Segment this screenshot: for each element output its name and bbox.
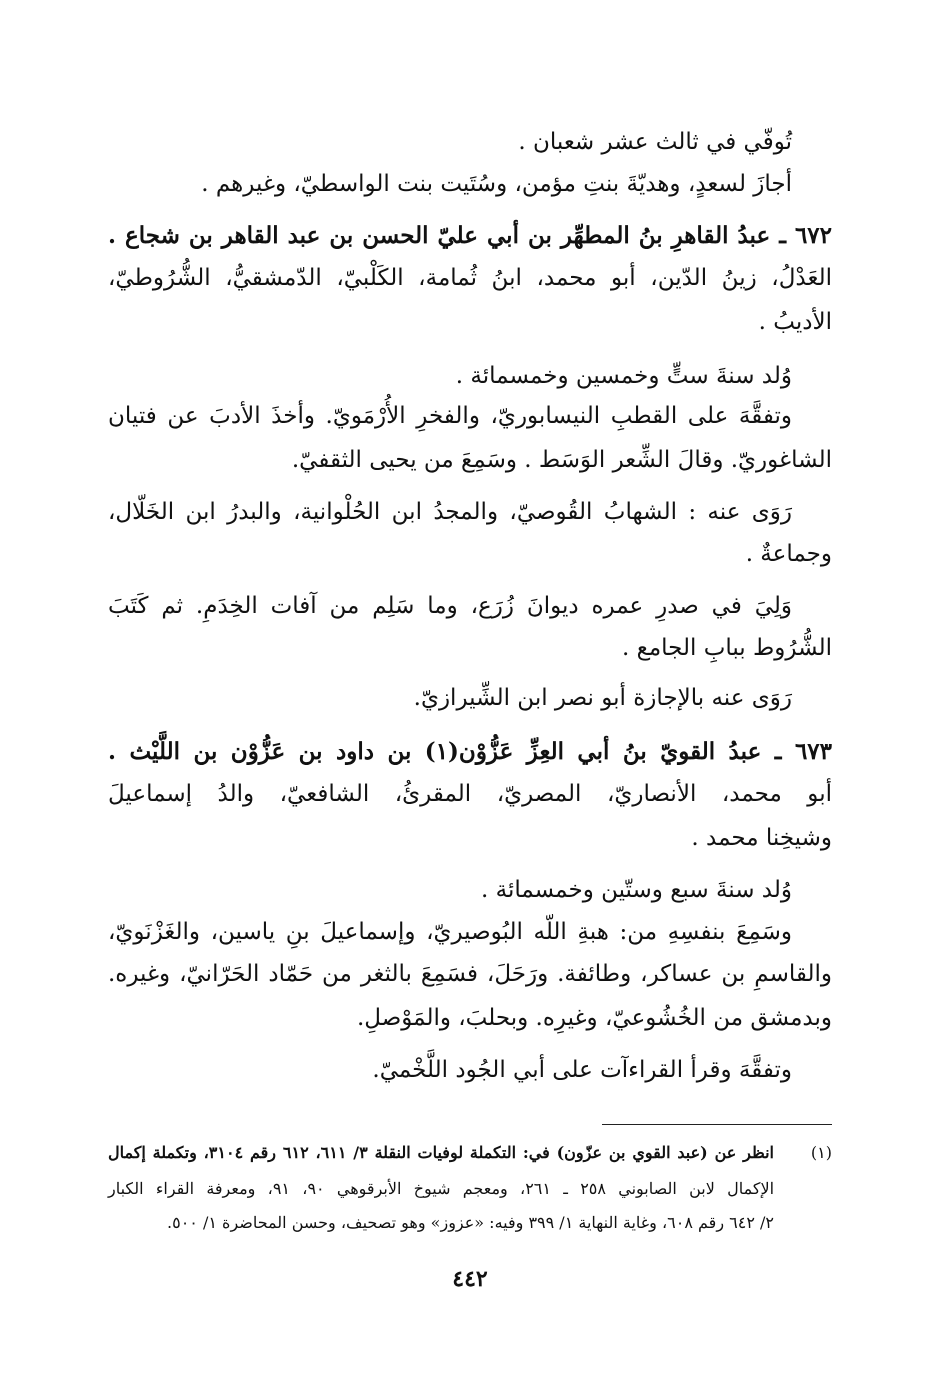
text-line: وجماعةٌ .: [745, 541, 832, 567]
text-line: وُلد سنةَ ستٍّ وخمسين وخمسمائة .: [455, 363, 792, 389]
text-line: الأديبُ .: [758, 309, 832, 335]
footnote-line: ٢/ ٦٤٢ رقم ٦٠٨، وغاية النهاية ١/ ٣٩٩ وفيه: «عزوز» وهو تصحيف، وحسن المحاضرة ١/ ٥٠٠.: [167, 1213, 774, 1232]
text-line: وسَمِعَ بنفسِهِ من: هبةِ اللّه البُوصيريّ، وإسماعيلَ بنِ ياسين، والغَزْنَويّ،: [108, 919, 792, 945]
footnote-separator: [602, 1124, 832, 1125]
text-line: وتفقَّهَ وقرأ القراءآت على أبي الجُود اللَّخْميّ.: [372, 1057, 792, 1083]
text-line: والقاسمِ بن عساكر، وطائفة. ورَحَلَ، فسَمِعَ بالثغر من حَمّاد الحَرّانيّ، وغيره.: [108, 961, 832, 987]
text-line: رَوَى عنه : الشهابُ القُوصيّ، والمجدُ ابن الحُلْوانية، والبدرُ ابن الخَلّال،: [108, 499, 792, 525]
text-line: أبو محمد، الأنصاريّ، المصريّ، المقرئُ، الشافعيّ، والدُ إسماعيلَ: [108, 781, 832, 807]
text-line: العَدْلُ، زينُ الدّين، أبو محمد، ابنُ ثُمامة، الكَلْبيّ، الدّمشقيُّ، الشُّرُوطيّ،: [108, 265, 832, 291]
text-line: الشُّرُوط ببابِ الجامع .: [621, 635, 832, 661]
text-line: وبدمشق من الخُشُوعيّ، وغيرِه. وبحلبَ، والمَوْصلِ.: [357, 1005, 832, 1031]
text-line: وُلد سنةَ سبع وستّين وخمسمائة .: [481, 877, 792, 903]
text-line: أجازَ لسعدٍ، وهديّةَ بنتِ مؤمن، وسُتَيت بنت الواسطيّ، وغيرهم .: [201, 171, 792, 197]
footnote-marker: (١): [810, 1143, 832, 1162]
text-line: الشاغوريّ. وقالَ الشِّعر الوَسَط . وسَمِعَ من يحيى الثقفيّ.: [291, 447, 832, 473]
text-line: وَلِيَ في صدرِ عمره ديوانَ زُرَع، وما سَلِم من آفات الخِدَمِ. ثم كَتَبَ: [108, 593, 792, 619]
text-line: تُوفّي في ثالث عشر شعبان .: [518, 129, 792, 155]
text-line: رَوَى عنه بالإجازة أبو نصر ابن الشِّيرازيّ.: [413, 685, 792, 711]
footnote-text: انظر عن (عبد القوي بن عزّون) في: التكملة لوفيات النقلة ٣/ ٦١١، ٦١٢ رقم ٣١٠٤، وتكملة إكمال: [108, 1143, 774, 1162]
text-line: وتفقَّهَ على القطبِ النيسابوريّ، والفخرِ الأُرْمَويّ. وأخذَ الأدبَ عن فتيان: [108, 403, 792, 429]
footnote-line: [108, 1142, 832, 1164]
entry-heading-673: ٦٧٣ ـ عبدُ القويّ بنُ أبي العِزِّ عَزُّوْن(١) بن داود بن عَزُّوْن بن اللَّيْث .: [108, 738, 832, 765]
text-line: وشيخِنا محمد .: [691, 825, 832, 851]
footnote-line: الإكمال لابن الصابوني ٢٥٨ ـ ٢٦١، ومعجم شيوخ الأبرقوهي ٩٠، ٩١، ومعرفة القراء الكبار: [108, 1179, 775, 1198]
entry-heading-672: ٦٧٢ ـ عبدُ القاهرِ بنُ المطهِّر بن أبي عليّ الحسن بن عبد القاهر بن شجاع .: [108, 222, 832, 249]
page-number: ٤٤٢: [452, 1266, 488, 1292]
